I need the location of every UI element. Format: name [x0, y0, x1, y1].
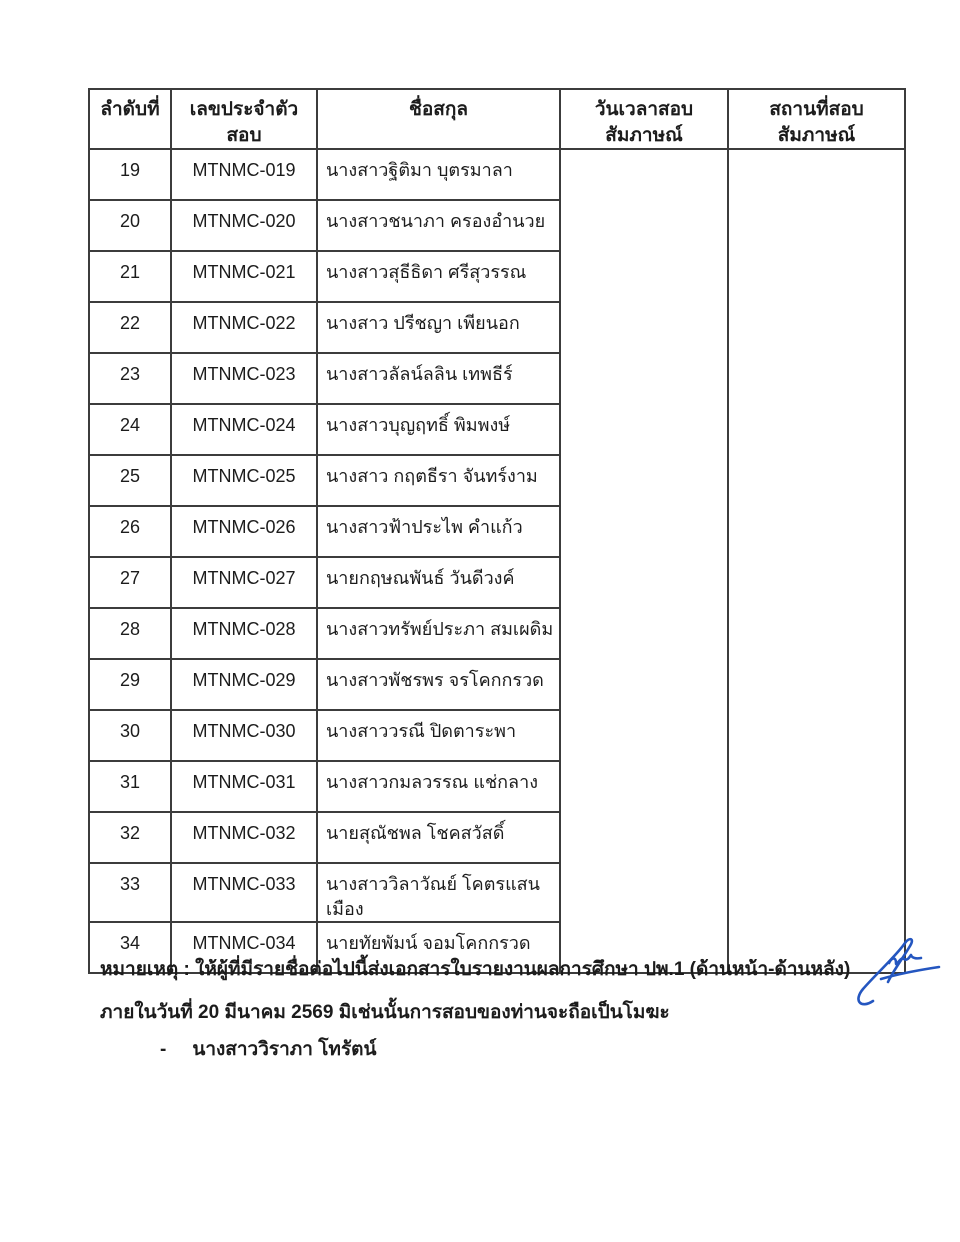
cell-row-number: 22 — [89, 302, 171, 353]
cell-exam-id: MTNMC-022 — [171, 302, 317, 353]
cell-row-number: 29 — [89, 659, 171, 710]
cell-row-number: 28 — [89, 608, 171, 659]
cell-exam-id: MTNMC-030 — [171, 710, 317, 761]
cell-exam-id: MTNMC-027 — [171, 557, 317, 608]
cell-row-number: 30 — [89, 710, 171, 761]
cell-row-number: 25 — [89, 455, 171, 506]
cell-full-name: นางสาวฐิติมา บุตรมาลา — [317, 149, 560, 200]
cell-full-name: นายสุณัชพล โชคสวัสดิ์ — [317, 812, 560, 863]
cell-row-number: 26 — [89, 506, 171, 557]
table-body — [89, 149, 905, 973]
cell-full-name: นางสาวบุญฤทธิ์ พิมพงษ์ — [317, 404, 560, 455]
cell-full-name: นายกฤษณพันธ์ วันดีวงค์ — [317, 557, 560, 608]
cell-full-name: นางสาววรณี ปิดตาระพา — [317, 710, 560, 761]
cell-full-name: นางสาวฟ้าประไพ คำแก้ว — [317, 506, 560, 557]
cell-row-number: 20 — [89, 200, 171, 251]
list-dash: - — [160, 1039, 167, 1060]
note-list-item — [160, 1037, 376, 1063]
note-line-2: ภายในวันที่ 20 มีนาคม 2569 มิเช่นนั้นการสอบของท่านจะถือเป็นโมฆะ — [100, 1002, 670, 1023]
cell-row-number: 24 — [89, 404, 171, 455]
interview-schedule-table — [88, 88, 906, 974]
cell-exam-id: MTNMC-021 — [171, 251, 317, 302]
cell-full-name: นายทัยพัมน์ จอมโคกกรวด — [317, 922, 560, 973]
cell-full-name: นางสาวกมลวรรณ แช่กลาง — [317, 761, 560, 812]
cell-full-name: นางสาวทรัพย์ประภา สมเผดิม — [317, 608, 560, 659]
header-exam-id: เลขประจำตัวสอบ — [171, 89, 317, 149]
note-person-name: นางสาววิราภา โทรัตน์ — [192, 1039, 377, 1060]
note-line-1: หมายเหตุ : ให้ผู้ที่มีรายชื่อต่อไปนี้ส่งเอกสารใบรายงานผลการศึกษา ปพ.1 (ด้านหน้า-ด้านหลัง) — [100, 959, 851, 980]
handwritten-signature-icon — [843, 933, 947, 1011]
cell-exam-id: MTNMC-031 — [171, 761, 317, 812]
signature-stroke-underline — [881, 967, 939, 979]
cell-full-name: นางสาวลัลน์ลลิน เทพธีร์ — [317, 353, 560, 404]
cell-row-number: 31 — [89, 761, 171, 812]
cell-row-number: 27 — [89, 557, 171, 608]
table-row — [89, 149, 905, 200]
cell-row-number: 33 — [89, 863, 171, 922]
cell-full-name: นางสาวพัชรพร จรโคกกรวด — [317, 659, 560, 710]
cell-exam-id: MTNMC-033 — [171, 863, 317, 922]
cell-exam-id: MTNMC-023 — [171, 353, 317, 404]
cell-row-number: 23 — [89, 353, 171, 404]
cell-row-number: 21 — [89, 251, 171, 302]
cell-exam-id: MTNMC-025 — [171, 455, 317, 506]
cell-full-name: นางสาวสุธีธิดา ศรีสุวรรณ — [317, 251, 560, 302]
header-interview-datetime: วันเวลาสอบสัมภาษณ์ — [560, 89, 728, 149]
cell-exam-id: MTNMC-019 — [171, 149, 317, 200]
header-interview-location: สถานที่สอบสัมภาษณ์ — [728, 89, 905, 149]
interview-datetime-cell — [560, 149, 728, 973]
cell-exam-id: MTNMC-020 — [171, 200, 317, 251]
cell-row-number: 32 — [89, 812, 171, 863]
cell-exam-id: MTNMC-032 — [171, 812, 317, 863]
cell-row-number: 19 — [89, 149, 171, 200]
cell-full-name: นางสาวชนาภา ครองอำนวย — [317, 200, 560, 251]
table-header-row — [89, 89, 905, 149]
header-full-name: ชื่อสกุล — [317, 89, 560, 149]
cell-exam-id: MTNMC-024 — [171, 404, 317, 455]
cell-full-name: นางสาววิลาวัณย์ โคตรแสนเมือง — [317, 863, 560, 922]
cell-full-name: นางสาว กฤตธีรา จันทร์งาม — [317, 455, 560, 506]
cell-exam-id: MTNMC-034 — [171, 922, 317, 973]
cell-exam-id: MTNMC-026 — [171, 506, 317, 557]
cell-exam-id: MTNMC-029 — [171, 659, 317, 710]
header-row-number: ลำดับที่ — [89, 89, 171, 149]
cell-full-name: นางสาว ปรีชญา เพียนอก — [317, 302, 560, 353]
signature-stroke-loop — [858, 939, 911, 1004]
cell-exam-id: MTNMC-028 — [171, 608, 317, 659]
cell-row-number: 34 — [89, 922, 171, 973]
interview-location-cell — [728, 149, 905, 973]
